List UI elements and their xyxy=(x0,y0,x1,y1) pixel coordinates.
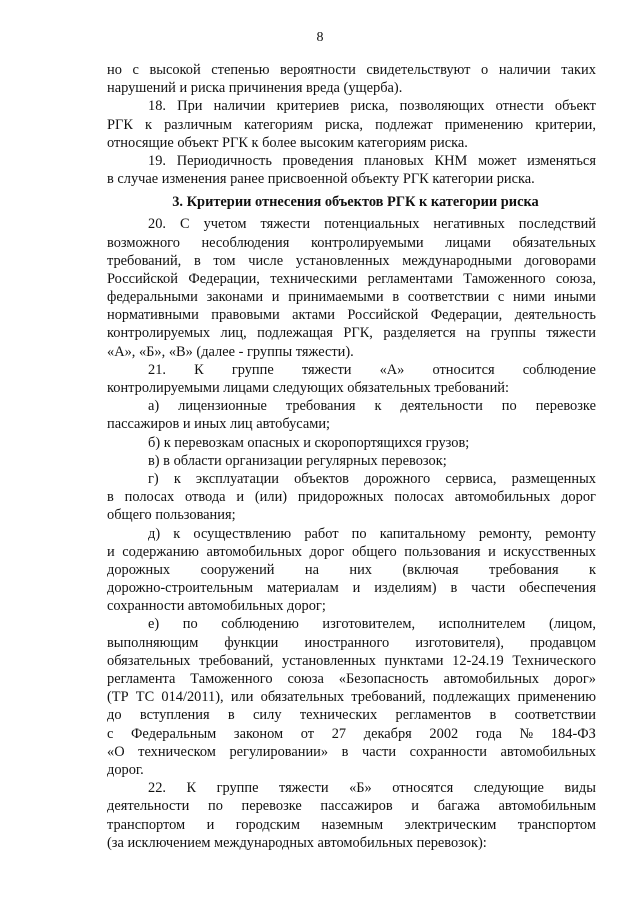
word: пользования xyxy=(404,543,481,560)
word: соблюдение xyxy=(522,361,596,378)
word: несоблюдения xyxy=(201,234,290,251)
word: искусственных xyxy=(503,543,596,560)
word: к xyxy=(173,470,181,487)
list-item-b: б) к перевозкам опасных и скоропортящихся грузов; xyxy=(148,434,470,451)
word: установленных xyxy=(282,652,376,669)
word: к xyxy=(145,116,152,133)
word: иностранного xyxy=(304,634,390,651)
word: Российской xyxy=(347,307,419,324)
word: применению xyxy=(444,116,524,133)
word: выполняющим xyxy=(107,634,199,651)
word: или xyxy=(230,689,254,706)
word: возможного xyxy=(107,234,180,251)
word: (или) xyxy=(254,489,288,506)
word: законами xyxy=(206,289,264,306)
word: проведения xyxy=(282,152,354,169)
word: наличии xyxy=(498,62,551,78)
text-line: контролируемыми лицами следующих обязательных требований: xyxy=(107,380,509,396)
word: транспортом xyxy=(517,816,596,833)
word: группе xyxy=(231,361,274,378)
text-line xyxy=(107,688,596,706)
word: Таможенного xyxy=(190,671,273,687)
word: до xyxy=(107,707,122,724)
word: подлежащих xyxy=(432,689,511,706)
word: союза, xyxy=(555,270,596,287)
text-line xyxy=(107,634,596,652)
word: изменяться xyxy=(527,152,596,169)
word: принимаемыми xyxy=(288,289,384,306)
word: автомобильных xyxy=(443,671,539,687)
word: сооружений xyxy=(200,561,275,578)
word: подлежащая xyxy=(257,325,333,342)
word: (ТР xyxy=(107,689,129,706)
word: капитальному xyxy=(379,525,466,542)
word: вступления xyxy=(139,707,210,724)
page-number: 8 xyxy=(316,30,324,45)
word: городским xyxy=(235,816,300,833)
list-item-g xyxy=(107,470,596,488)
text-line: нарушений и риска причинения вреда (ущерба). xyxy=(107,80,403,97)
word: материалам xyxy=(266,580,339,597)
word: таких xyxy=(561,62,596,78)
text-line xyxy=(107,725,596,743)
word: «А» xyxy=(379,361,405,378)
word: При xyxy=(177,98,203,115)
word: КНМ xyxy=(434,152,468,169)
text-line xyxy=(107,252,596,270)
word: относятся xyxy=(392,780,454,797)
word: сохранности xyxy=(409,743,487,760)
word: в xyxy=(489,707,497,724)
word: критериев xyxy=(276,98,340,115)
word: 21. xyxy=(148,361,166,378)
word: вероятности xyxy=(280,62,356,78)
word: нормативными xyxy=(107,307,199,324)
word: дорог xyxy=(561,489,596,506)
word: размещенных xyxy=(511,470,596,487)
word: но xyxy=(107,62,122,78)
word: техническими xyxy=(270,270,358,287)
word: обязательных xyxy=(260,689,345,706)
word: Федеральным xyxy=(131,725,217,742)
word: регламентов xyxy=(395,707,472,724)
word: 2002 xyxy=(429,725,459,742)
word: общего xyxy=(351,543,397,560)
paragraph-22-line xyxy=(107,779,596,797)
word: дорог xyxy=(309,543,345,560)
word: перевозке xyxy=(241,798,302,815)
word: и xyxy=(352,580,361,597)
text-line xyxy=(107,61,596,79)
word: соблюдению xyxy=(221,616,299,633)
word: тяжести xyxy=(546,325,596,342)
text-line xyxy=(107,288,596,306)
word: части xyxy=(362,743,397,760)
word: полосах xyxy=(394,489,444,506)
word: союза xyxy=(287,671,324,687)
text-line xyxy=(107,797,596,815)
word: требований, xyxy=(199,652,274,669)
word: с xyxy=(497,289,505,306)
text-line xyxy=(107,116,596,134)
word: и xyxy=(236,489,245,506)
word: позволяющих xyxy=(399,98,485,115)
text-line xyxy=(107,706,596,724)
word: к xyxy=(374,398,382,415)
word: тяжести xyxy=(260,216,311,233)
word: 014/2011), xyxy=(161,689,224,706)
word: «Безопасность xyxy=(338,671,429,687)
text-line xyxy=(107,324,596,342)
word: деятельности xyxy=(400,398,483,415)
paragraph-19-line xyxy=(107,152,596,170)
word: К xyxy=(186,780,197,797)
word: актами xyxy=(292,307,335,324)
word: и xyxy=(411,798,419,815)
word: наличии xyxy=(213,98,266,115)
word: автомобильных xyxy=(500,743,596,760)
word: тяжести xyxy=(278,780,329,797)
word: электрическим xyxy=(404,816,497,833)
word: 18. xyxy=(148,98,166,115)
word: лицензионные xyxy=(178,398,267,415)
word: негативных xyxy=(433,216,505,233)
text-line xyxy=(107,579,596,597)
word: дорожных xyxy=(107,561,171,578)
word: д) xyxy=(148,525,161,542)
text-line xyxy=(107,670,596,688)
word: транспортом xyxy=(107,816,186,833)
word: (лицом, xyxy=(548,616,596,633)
word: группе xyxy=(216,780,259,797)
word: г) xyxy=(148,470,159,487)
word: силу xyxy=(253,707,282,724)
word: соответствии xyxy=(407,289,490,306)
word: риска, xyxy=(324,116,363,133)
text-line: пассажиров и иных лиц автобусами; xyxy=(107,416,331,433)
word: исполнителем xyxy=(438,616,526,633)
word: последствий xyxy=(518,216,596,233)
word: категориям xyxy=(244,116,313,133)
word: ними xyxy=(513,289,546,306)
word: лицами xyxy=(445,234,491,251)
word: по xyxy=(501,398,517,415)
word: Таможенного xyxy=(463,270,546,287)
word: № xyxy=(519,725,534,742)
word: пассажиров xyxy=(320,798,393,815)
word: Технического xyxy=(512,652,596,669)
word: 20. xyxy=(148,216,166,233)
word: разделяется xyxy=(383,325,456,342)
list-item-d xyxy=(107,525,596,543)
word: требования xyxy=(488,561,559,578)
word: в xyxy=(193,252,201,269)
word: и xyxy=(271,289,280,306)
word: может xyxy=(478,152,517,169)
word: критерии, xyxy=(535,116,596,133)
word: правовыми xyxy=(211,307,280,324)
word: объектов xyxy=(294,470,349,487)
text-line xyxy=(107,270,596,288)
word: работ xyxy=(304,525,339,542)
word: дорожно-строительным xyxy=(107,580,254,597)
text-line xyxy=(107,306,596,324)
word: а) xyxy=(148,398,160,415)
word: и xyxy=(488,543,496,560)
word: функции xyxy=(224,634,279,651)
paragraph-18-line xyxy=(107,97,596,115)
word: 12-24.19 xyxy=(452,652,504,669)
word: на xyxy=(466,325,481,342)
word: учетом xyxy=(203,216,247,233)
word: (включая xyxy=(402,561,459,578)
text-line xyxy=(107,816,596,834)
word: дорожного xyxy=(364,470,431,487)
word: высокой xyxy=(149,62,201,78)
word: законом xyxy=(233,725,284,742)
list-item-v: в) в области организации регулярных перевозок; xyxy=(148,452,447,469)
word: 184-ФЗ xyxy=(550,725,596,742)
word: «Б» xyxy=(349,780,372,797)
word: придорожных xyxy=(297,489,384,506)
word: группы xyxy=(490,325,536,342)
word: с xyxy=(107,725,114,742)
word: обязательных xyxy=(107,652,191,669)
word: по xyxy=(182,616,198,633)
word: С xyxy=(179,216,190,233)
word: изделиям) xyxy=(374,580,437,597)
word: в xyxy=(450,580,458,597)
word: числе xyxy=(248,252,284,269)
word: 22. xyxy=(148,780,166,797)
text-line xyxy=(107,543,596,561)
word: ремонту, xyxy=(478,525,532,542)
word: следующие xyxy=(473,780,544,797)
word: иными xyxy=(554,289,596,306)
word: контролируемых xyxy=(107,325,211,342)
text-line: в случае изменения ранее присвоенной объекту РГК категории риска. xyxy=(107,171,535,188)
word: различным xyxy=(164,116,232,133)
word: осуществлению xyxy=(193,525,292,542)
paragraph-21-line xyxy=(107,361,596,379)
word: технических xyxy=(299,707,378,724)
word: относится xyxy=(432,361,495,378)
word: перевозке xyxy=(535,398,596,415)
list-item-a xyxy=(107,397,596,415)
word: к xyxy=(173,525,181,542)
word: автомобильных xyxy=(206,543,302,560)
word: потенциальных xyxy=(324,216,420,233)
word: ТС xyxy=(135,689,155,706)
word: «О xyxy=(107,743,125,760)
word: е) xyxy=(148,616,160,633)
word: риска, xyxy=(350,98,389,115)
word: международными xyxy=(402,252,512,269)
word: регламентами xyxy=(367,270,453,287)
word: техническом xyxy=(138,743,216,760)
word: требований, xyxy=(351,689,426,706)
word: и xyxy=(206,816,215,833)
text-line xyxy=(107,561,596,579)
word: плановых xyxy=(364,152,424,169)
word: года xyxy=(475,725,502,742)
word: с xyxy=(132,62,139,78)
list-item-e xyxy=(107,615,596,633)
word: автомобильным xyxy=(498,798,596,815)
text-line: «А», «Б», «В» (далее - группы тяжести). xyxy=(107,343,354,360)
word: федеральными xyxy=(107,289,198,306)
word: на xyxy=(304,561,319,578)
text-line xyxy=(107,652,596,670)
text-line xyxy=(107,488,596,506)
word: деятельность xyxy=(514,307,596,324)
word: соответствии xyxy=(514,707,596,724)
word: договорами xyxy=(524,252,596,269)
text-line xyxy=(107,743,596,761)
word: ремонту xyxy=(545,525,596,542)
word: к xyxy=(588,561,596,578)
word: контролируемыми xyxy=(310,234,424,251)
word: изготовителем, xyxy=(322,616,416,633)
word: требования xyxy=(285,398,356,415)
word: продавцом xyxy=(530,634,596,651)
word: автомобильных xyxy=(454,489,551,506)
word: 27 xyxy=(331,725,347,742)
text-line: общего пользования; xyxy=(107,507,236,524)
word: по xyxy=(208,798,223,815)
word: требований, xyxy=(107,252,182,269)
text-line: (за исключением международных автомобильных перевозок): xyxy=(107,834,487,851)
document-body xyxy=(107,61,596,852)
word: в xyxy=(227,707,235,724)
word: том xyxy=(213,252,236,269)
word: полосах xyxy=(124,489,175,506)
word: пунктами xyxy=(384,652,444,669)
text-line: сохранности автомобильных дорог; xyxy=(107,598,326,615)
word: сервиса, xyxy=(445,470,497,487)
word: багажа xyxy=(437,798,480,815)
word: РГК, xyxy=(343,325,373,342)
word: части xyxy=(471,580,506,597)
word: отвода xyxy=(185,489,226,506)
section-heading: 3. Критерии отнесения объектов РГК к категории риска xyxy=(172,194,539,211)
word: обязательных xyxy=(512,234,596,251)
word: от xyxy=(300,725,315,742)
word: деятельности xyxy=(107,798,190,815)
word: эксплуатации xyxy=(195,470,279,487)
word: о xyxy=(481,62,489,78)
word: наземным xyxy=(321,816,384,833)
word: в xyxy=(392,289,400,306)
word: и xyxy=(107,543,115,560)
word: Федерации, xyxy=(188,270,260,287)
word: виды xyxy=(564,780,596,797)
text-line xyxy=(107,234,596,252)
word: содержанию xyxy=(122,543,199,560)
word: объект xyxy=(554,98,596,115)
word: установленных xyxy=(295,252,390,269)
word: Федерации, xyxy=(430,307,503,324)
word: свидетельствуют xyxy=(366,62,471,78)
word: в xyxy=(341,743,349,760)
word: изготовителя), xyxy=(415,634,504,651)
word: применению xyxy=(517,689,596,706)
word: подлежат xyxy=(375,116,433,133)
text-line: дорог. xyxy=(107,761,144,778)
word: отнести xyxy=(495,98,544,115)
word: обеспечения xyxy=(519,580,596,597)
word: в xyxy=(107,489,114,506)
word: тяжести xyxy=(301,361,352,378)
word: декабря xyxy=(363,725,412,742)
word: регламента xyxy=(107,671,176,687)
word: дорог» xyxy=(553,671,596,687)
word: Периодичность xyxy=(176,152,272,169)
word: К xyxy=(194,361,204,378)
word: РГК xyxy=(107,116,133,133)
text-line: относящие объект РГК к более высоким категориям риска. xyxy=(107,134,468,151)
word: лиц, xyxy=(220,325,247,342)
word: 19. xyxy=(148,152,166,169)
word: Российской xyxy=(107,270,178,287)
word: по xyxy=(351,525,367,542)
word: регулировании» xyxy=(229,743,329,760)
word: степенью xyxy=(211,62,270,78)
paragraph-20-line xyxy=(107,215,596,233)
word: них xyxy=(349,561,372,578)
